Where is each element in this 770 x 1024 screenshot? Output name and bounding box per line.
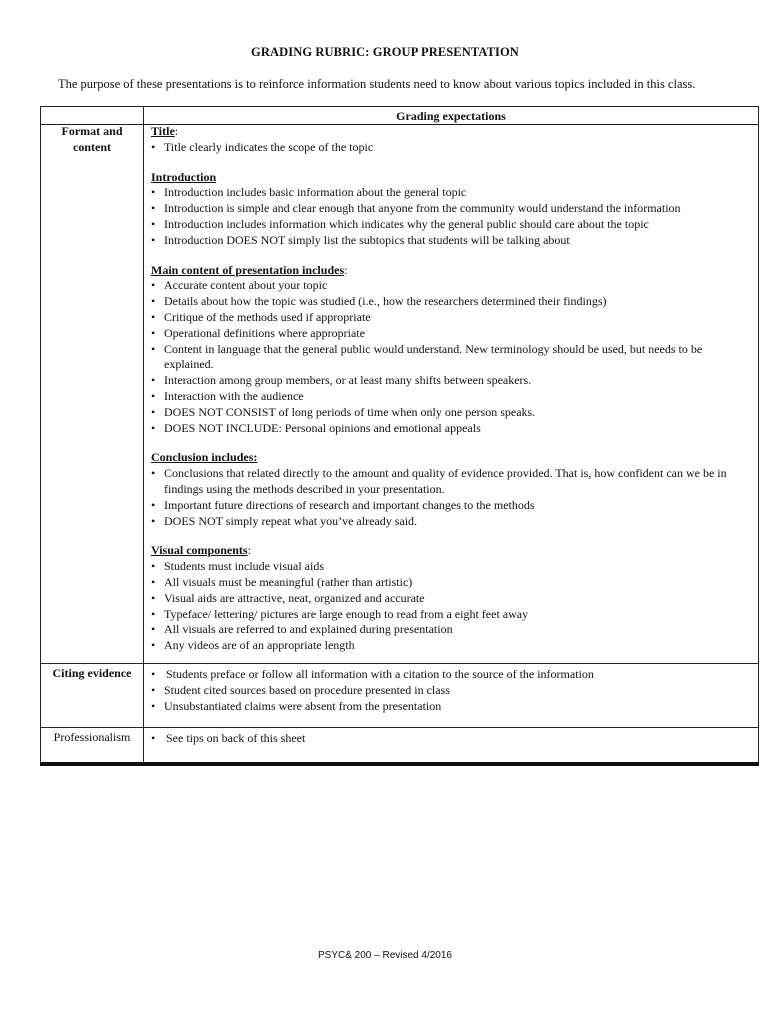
section-heading-text: Title — [151, 124, 175, 138]
list-item: • Students must include visual aids — [151, 559, 324, 574]
page-footer: PSYC& 200 – Revised 4/2016 — [318, 950, 452, 961]
list-item: • Visual aids are attractive, neat, organized and accurate — [151, 590, 425, 605]
section-heading — [151, 543, 752, 559]
section-list — [151, 140, 752, 156]
table-bottom-border — [40, 762, 759, 766]
rubric-section — [151, 170, 752, 249]
list-item: • Critique of the methods used if appropriate — [151, 309, 371, 324]
citing-evidence-cell — [151, 667, 752, 714]
section-heading — [151, 124, 752, 140]
rubric-section — [151, 450, 752, 529]
row-label-format-content: Format and content — [61, 124, 123, 154]
list-item: • DOES NOT INCLUDE: Personal opinions and emotional appeals — [151, 420, 481, 435]
list-item: • Details about how the topic was studied (i.e., how the researchers determined their findings) — [151, 294, 607, 309]
list-item: • Conclusions that related directly to the amount and quality of evidence provided. That is, how confident can we be in findings using the methods described in your presentation. — [151, 466, 727, 496]
list-item: • Title clearly indicates the scope of the topic — [151, 139, 374, 154]
section-heading-text: Introduction — [151, 169, 217, 184]
section-list — [151, 559, 752, 654]
list-item: • Any videos are of an appropriate length — [151, 638, 355, 653]
rubric-table — [40, 106, 759, 766]
list-item: • Introduction DOES NOT simply list the subtopics that students will be talking about — [151, 232, 570, 247]
section-heading-text: Conclusion includes: — [151, 450, 258, 465]
professionalism-list — [151, 731, 752, 747]
purpose-statement: The purpose of these presentations is to reinforce information students need to know about various topics included in this class. — [58, 77, 696, 91]
list-item: • Important future directions of research and important changes to the methods — [151, 497, 535, 512]
list-item: • Accurate content about your topic — [151, 278, 328, 293]
section-heading — [151, 450, 752, 466]
professionalism-cell — [151, 731, 752, 747]
section-heading-text: Visual components — [151, 543, 248, 558]
section-list — [151, 185, 752, 248]
rubric-section — [151, 543, 752, 654]
section-heading-suffix: : — [247, 543, 251, 558]
list-item: • All visuals are referred to and explained during presentation — [151, 622, 453, 637]
list-item: • DOES NOT simply repeat what you’ve already said. — [151, 513, 418, 528]
list-item: • Interaction among group members, or at least many shifts between speakers. — [151, 373, 532, 388]
list-item: • Students preface or follow all information with a citation to the source of the information — [151, 667, 594, 681]
section-heading-suffix: : — [344, 262, 348, 277]
column-header-grading-expectations: Grading expectations — [396, 109, 506, 123]
rubric-section — [151, 124, 752, 156]
format-content-cell — [151, 124, 752, 668]
list-item: • Content in language that the general public would understand. New terminology should be used, but needs to be explained. — [151, 341, 703, 372]
list-item: • Unsubstantiated claims were absent from the presentation — [151, 698, 442, 713]
row-label-professionalism: Professionalism — [53, 730, 131, 744]
list-item: • All visuals must be meaningful (rather than artistic) — [151, 574, 413, 589]
section-heading — [151, 170, 752, 186]
list-item: • DOES NOT CONSIST of long periods of time when only one person speaks. — [151, 404, 536, 419]
section-heading — [151, 263, 752, 279]
row-divider-professionalism — [41, 727, 758, 728]
list-item: • See tips on back of this sheet — [151, 731, 306, 745]
citing-evidence-list — [151, 667, 752, 714]
section-list — [151, 466, 752, 529]
page-title: GRADING RUBRIC: GROUP PRESENTATION — [251, 45, 519, 59]
rubric-section — [151, 263, 752, 437]
section-heading-suffix: : — [174, 124, 179, 138]
list-item: • Typeface/ lettering/ pictures are large enough to read from a eight feet away — [151, 606, 529, 621]
section-list — [151, 278, 752, 436]
section-heading-text: Main content of presentation includes — [151, 262, 345, 277]
list-item: • Operational definitions where appropriate — [151, 325, 365, 340]
list-item: • Interaction with the audience — [151, 388, 304, 403]
list-item: • Introduction includes information which indicates why the general public should care about the topic — [151, 216, 649, 231]
list-item: • Student cited sources based on procedure presented in class — [151, 682, 450, 697]
list-item: • Introduction is simple and clear enough that anyone from the community would understand the information — [151, 201, 681, 216]
list-item: • Introduction includes basic information about the general topic — [151, 185, 467, 200]
column-divider — [143, 107, 144, 766]
row-label-citing-evidence: Citing evidence — [52, 666, 132, 680]
